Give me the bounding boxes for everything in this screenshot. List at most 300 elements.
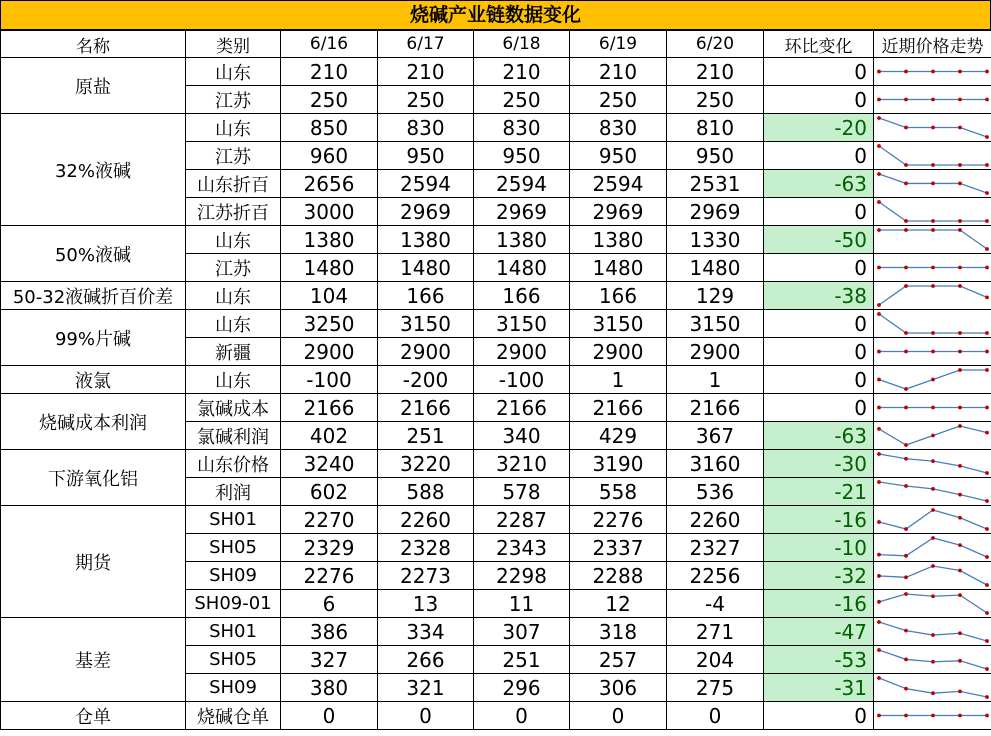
sparkline-point — [985, 368, 989, 372]
trend-cell — [874, 282, 991, 310]
sparkline — [874, 338, 991, 365]
sparkline-point — [877, 600, 881, 604]
sparkline-point — [904, 228, 908, 232]
sparkline-point — [985, 247, 989, 251]
value-cell: 367 — [667, 422, 764, 450]
value-cell: 2531 — [667, 170, 764, 198]
sparkline-point — [904, 527, 908, 531]
value-cell: 0 — [570, 702, 667, 730]
trend-cell — [874, 254, 991, 282]
sparkline-point — [958, 493, 962, 497]
value-cell: 2969 — [570, 198, 667, 226]
value-cell: 2298 — [474, 562, 570, 590]
sparkline-point — [931, 459, 935, 463]
value-cell: 2900 — [281, 338, 378, 366]
value-cell: 6 — [281, 590, 378, 618]
trend-cell — [874, 590, 991, 618]
group-name-cell: 50-32液碱折百价差 — [1, 282, 186, 310]
category-cell: 山东 — [186, 366, 281, 394]
sparkline-point — [931, 266, 935, 270]
value-cell: -100 — [474, 366, 570, 394]
sparkline-point — [958, 593, 962, 597]
sparkline-point — [904, 406, 908, 410]
sparkline-point — [931, 487, 935, 491]
value-cell: 1480 — [667, 254, 764, 282]
trend-cell — [874, 450, 991, 478]
value-cell: 2276 — [570, 506, 667, 534]
sparkline-point — [904, 331, 908, 335]
sparkline-point — [877, 620, 881, 624]
sparkline-point — [904, 284, 908, 288]
value-cell: 536 — [667, 478, 764, 506]
value-cell: 307 — [474, 618, 570, 646]
table-row — [1, 394, 991, 422]
group-name-cell: 期货 — [1, 506, 186, 618]
category-cell: 氯碱利润 — [186, 422, 281, 450]
value-cell: 2343 — [474, 534, 570, 562]
category-cell: SH09 — [186, 674, 281, 702]
sparkline — [874, 534, 991, 561]
trend-cell — [874, 702, 991, 730]
sparkline-point — [958, 424, 962, 428]
trend-cell — [874, 366, 991, 394]
value-cell: 1380 — [378, 226, 474, 254]
value-cell: -100 — [281, 366, 378, 394]
sparkline-point — [877, 303, 881, 307]
category-cell: SH05 — [186, 646, 281, 674]
change-cell: -32 — [764, 562, 874, 590]
change-cell: -30 — [764, 450, 874, 478]
table-row — [1, 58, 991, 86]
sparkline-point — [985, 350, 989, 354]
trend-cell — [874, 198, 991, 226]
value-cell: 2260 — [378, 506, 474, 534]
sparkline-point — [904, 266, 908, 270]
value-cell: 266 — [378, 646, 474, 674]
value-cell: 2166 — [570, 394, 667, 422]
sparkline-point — [985, 611, 989, 615]
trend-cell — [874, 646, 991, 674]
value-cell: 2594 — [570, 170, 667, 198]
sparkline-point — [904, 554, 908, 558]
value-cell: 250 — [474, 86, 570, 114]
value-cell: 380 — [281, 674, 378, 702]
table-body — [1, 58, 991, 730]
value-cell: 129 — [667, 282, 764, 310]
header-name: 名称 — [1, 31, 186, 58]
change-cell: 0 — [764, 142, 874, 170]
value-cell: 2270 — [281, 506, 378, 534]
table-row — [1, 506, 991, 534]
value-cell: 2273 — [378, 562, 474, 590]
value-cell: 2656 — [281, 170, 378, 198]
value-cell: 2594 — [378, 170, 474, 198]
header-date-5: 6/20 — [667, 31, 764, 58]
sparkline-path — [879, 482, 987, 501]
sparkline-point — [904, 70, 908, 74]
value-cell: 3150 — [667, 310, 764, 338]
sparkline-point — [904, 714, 908, 718]
sparkline-point — [931, 163, 935, 167]
value-cell: 3000 — [281, 198, 378, 226]
sparkline-path — [879, 538, 987, 557]
sparkline-point — [877, 200, 881, 204]
category-cell: 山东价格 — [186, 450, 281, 478]
sparkline-point — [931, 406, 935, 410]
sparkline-point — [985, 70, 989, 74]
value-cell: 275 — [667, 674, 764, 702]
sparkline-point — [958, 284, 962, 288]
value-cell: 251 — [378, 422, 474, 450]
sparkline-point — [877, 98, 881, 102]
sparkline-point — [958, 714, 962, 718]
sparkline — [874, 450, 991, 477]
sparkline-path — [879, 286, 987, 305]
sparkline-point — [904, 592, 908, 596]
sparkline — [874, 86, 991, 113]
header-row — [1, 31, 991, 58]
category-cell: 山东折百 — [186, 170, 281, 198]
sparkline-point — [985, 499, 989, 503]
sparkline-point — [904, 443, 908, 447]
value-cell: 296 — [474, 674, 570, 702]
category-cell: 江苏 — [186, 254, 281, 282]
sparkline — [874, 198, 991, 225]
value-cell: 1330 — [667, 226, 764, 254]
sparkline-point — [958, 569, 962, 573]
sparkline-point — [877, 350, 881, 354]
sparkline-point — [958, 219, 962, 223]
value-cell: 1 — [667, 366, 764, 394]
sparkline-point — [985, 639, 989, 643]
value-cell: 3190 — [570, 450, 667, 478]
value-cell: 2256 — [667, 562, 764, 590]
value-cell: 588 — [378, 478, 474, 506]
sparkline-point — [904, 629, 908, 633]
value-cell: 1480 — [570, 254, 667, 282]
sparkline-point — [985, 583, 989, 587]
change-cell: -53 — [764, 646, 874, 674]
change-cell: -47 — [764, 618, 874, 646]
category-cell: 山东 — [186, 282, 281, 310]
trend-cell — [874, 506, 991, 534]
category-cell: 江苏 — [186, 86, 281, 114]
header-category: 类别 — [186, 31, 281, 58]
sparkline-point — [958, 331, 962, 335]
sparkline-point — [985, 695, 989, 699]
sparkline-point — [904, 350, 908, 354]
sparkline — [874, 254, 991, 281]
value-cell: 950 — [667, 142, 764, 170]
sparkline-path — [879, 566, 987, 585]
value-cell: 2287 — [474, 506, 570, 534]
sparkline-point — [985, 219, 989, 223]
change-cell: 0 — [764, 338, 874, 366]
header-date-1: 6/16 — [281, 31, 378, 58]
category-cell: SH01 — [186, 506, 281, 534]
table-row — [1, 366, 991, 394]
category-cell: 江苏 — [186, 142, 281, 170]
trend-cell — [874, 422, 991, 450]
value-cell: 2166 — [281, 394, 378, 422]
value-cell: 250 — [281, 86, 378, 114]
change-cell: -16 — [764, 590, 874, 618]
value-cell: 166 — [474, 282, 570, 310]
sparkline-point — [931, 331, 935, 335]
value-cell: 1480 — [474, 254, 570, 282]
group-name-cell: 50%液碱 — [1, 226, 186, 282]
sparkline — [874, 590, 991, 617]
sparkline-path — [879, 454, 987, 473]
group-name-cell: 32%液碱 — [1, 114, 186, 226]
value-cell: 830 — [570, 114, 667, 142]
value-cell: 1480 — [281, 254, 378, 282]
sparkline-point — [931, 350, 935, 354]
sparkline-point — [877, 228, 881, 232]
trend-cell — [874, 338, 991, 366]
sparkline-path — [879, 202, 987, 221]
value-cell: 2900 — [570, 338, 667, 366]
category-cell: 山东 — [186, 310, 281, 338]
sparkline-point — [877, 266, 881, 270]
category-cell: 利润 — [186, 478, 281, 506]
sparkline-point — [958, 350, 962, 354]
value-cell: 210 — [378, 58, 474, 86]
sparkline-point — [877, 70, 881, 74]
sparkline-point — [931, 228, 935, 232]
trend-cell — [874, 142, 991, 170]
trend-cell — [874, 534, 991, 562]
trend-cell — [874, 394, 991, 422]
value-cell: 2260 — [667, 506, 764, 534]
category-cell: 山东 — [186, 58, 281, 86]
change-cell: -10 — [764, 534, 874, 562]
trend-cell — [874, 58, 991, 86]
value-cell: 960 — [281, 142, 378, 170]
sparkline-point — [904, 457, 908, 461]
value-cell: 578 — [474, 478, 570, 506]
value-cell: 210 — [667, 58, 764, 86]
table-row — [1, 114, 991, 142]
header-date-4: 6/19 — [570, 31, 667, 58]
sparkline-point — [985, 163, 989, 167]
sparkline-point — [985, 714, 989, 718]
value-cell: 251 — [474, 646, 570, 674]
sparkline-point — [958, 516, 962, 520]
sparkline-point — [931, 564, 935, 568]
data-table — [0, 30, 991, 730]
value-cell: 2900 — [378, 338, 474, 366]
value-cell: 3240 — [281, 450, 378, 478]
value-cell: 2288 — [570, 562, 667, 590]
value-cell: 0 — [667, 702, 764, 730]
value-cell: 2166 — [378, 394, 474, 422]
change-cell: -16 — [764, 506, 874, 534]
sparkline-point — [877, 312, 881, 316]
sparkline-point — [958, 70, 962, 74]
value-cell: 2329 — [281, 534, 378, 562]
sparkline — [874, 562, 991, 589]
value-cell: 104 — [281, 282, 378, 310]
value-cell: 210 — [281, 58, 378, 86]
trend-cell — [874, 674, 991, 702]
value-cell: 257 — [570, 646, 667, 674]
sparkline-point — [958, 464, 962, 468]
group-name-cell: 下游氧化铝 — [1, 450, 186, 506]
value-cell: 13 — [378, 590, 474, 618]
value-cell: 830 — [378, 114, 474, 142]
trend-cell — [874, 114, 991, 142]
sparkline-point — [931, 284, 935, 288]
sparkline-point — [985, 296, 989, 300]
value-cell: 3150 — [378, 310, 474, 338]
trend-cell — [874, 478, 991, 506]
change-cell: -21 — [764, 478, 874, 506]
sparkline-point — [931, 691, 935, 695]
value-cell: 0 — [281, 702, 378, 730]
sparkline-point — [904, 126, 908, 130]
sparkline-point — [877, 520, 881, 524]
value-cell: 402 — [281, 422, 378, 450]
trend-cell — [874, 86, 991, 114]
sparkline-point — [904, 163, 908, 167]
sparkline-point — [904, 387, 908, 391]
value-cell: 3210 — [474, 450, 570, 478]
sparkline-point — [931, 98, 935, 102]
value-cell: 2900 — [667, 338, 764, 366]
category-cell: SH01 — [186, 618, 281, 646]
sparkline-point — [985, 191, 989, 195]
sparkline — [874, 394, 991, 421]
trend-cell — [874, 562, 991, 590]
sparkline-point — [985, 471, 989, 475]
sparkline — [874, 226, 991, 253]
sparkline-point — [931, 660, 935, 664]
change-cell: 0 — [764, 58, 874, 86]
trend-cell — [874, 310, 991, 338]
value-cell: 250 — [378, 86, 474, 114]
category-cell: SH09 — [186, 562, 281, 590]
sparkline-point — [958, 126, 962, 130]
change-cell: 0 — [764, 366, 874, 394]
change-cell: 0 — [764, 702, 874, 730]
group-name-cell: 烧碱成本利润 — [1, 394, 186, 450]
value-cell: 12 — [570, 590, 667, 618]
sparkline-point — [877, 553, 881, 557]
sparkline — [874, 674, 991, 701]
change-cell: 0 — [764, 86, 874, 114]
sparkline-point — [904, 98, 908, 102]
value-cell: 3150 — [570, 310, 667, 338]
sparkline — [874, 702, 991, 729]
change-cell: -38 — [764, 282, 874, 310]
sparkline-point — [985, 667, 989, 671]
sparkline-point — [904, 182, 908, 186]
value-cell: 2969 — [378, 198, 474, 226]
value-cell: -200 — [378, 366, 474, 394]
header-date-3: 6/18 — [474, 31, 570, 58]
sparkline-point — [958, 543, 962, 547]
sparkline-point — [958, 163, 962, 167]
value-cell: 2900 — [474, 338, 570, 366]
sparkline-point — [931, 536, 935, 540]
group-name-cell: 99%片碱 — [1, 310, 186, 366]
table-row — [1, 618, 991, 646]
value-cell: 271 — [667, 618, 764, 646]
category-cell: 山东 — [186, 226, 281, 254]
value-cell: 386 — [281, 618, 378, 646]
value-cell: 250 — [570, 86, 667, 114]
group-name-cell: 液氯 — [1, 366, 186, 394]
change-cell: 0 — [764, 394, 874, 422]
value-cell: 1380 — [281, 226, 378, 254]
value-cell: 810 — [667, 114, 764, 142]
table-row — [1, 702, 991, 730]
value-cell: 602 — [281, 478, 378, 506]
group-name-cell: 基差 — [1, 618, 186, 702]
value-cell: 3220 — [378, 450, 474, 478]
sparkline-point — [904, 658, 908, 662]
sparkline-point — [931, 633, 935, 637]
value-cell: 830 — [474, 114, 570, 142]
change-cell: -20 — [764, 114, 874, 142]
change-cell: 0 — [764, 310, 874, 338]
sparkline-path — [879, 146, 987, 165]
value-cell: 2328 — [378, 534, 474, 562]
value-cell: 340 — [474, 422, 570, 450]
table-row — [1, 450, 991, 478]
sparkline-point — [877, 452, 881, 456]
value-cell: 850 — [281, 114, 378, 142]
trend-cell — [874, 170, 991, 198]
value-cell: 3150 — [474, 310, 570, 338]
category-cell: 新疆 — [186, 338, 281, 366]
sparkline — [874, 282, 991, 309]
value-cell: 0 — [474, 702, 570, 730]
value-cell: 1480 — [378, 254, 474, 282]
sparkline-point — [958, 368, 962, 372]
sparkline-point — [931, 219, 935, 223]
value-cell: 1380 — [570, 226, 667, 254]
sparkline — [874, 422, 991, 449]
sparkline-point — [877, 676, 881, 680]
value-cell: 3250 — [281, 310, 378, 338]
sparkline-point — [958, 266, 962, 270]
sparkline-point — [958, 659, 962, 663]
sparkline-point — [877, 144, 881, 148]
sparkline — [874, 58, 991, 85]
value-cell: 950 — [474, 142, 570, 170]
category-cell: SH05 — [186, 534, 281, 562]
change-cell: -50 — [764, 226, 874, 254]
sparkline-point — [877, 648, 881, 652]
sparkline-point — [904, 687, 908, 691]
sparkline-point — [877, 172, 881, 176]
category-cell: 氯碱成本 — [186, 394, 281, 422]
value-cell: -4 — [667, 590, 764, 618]
sparkline-point — [904, 484, 908, 488]
header-change: 环比变化 — [764, 31, 874, 58]
change-cell: -63 — [764, 170, 874, 198]
sparkline — [874, 310, 991, 337]
value-cell: 306 — [570, 674, 667, 702]
value-cell: 558 — [570, 478, 667, 506]
table-row — [1, 226, 991, 254]
data-table-container — [0, 30, 991, 730]
header-trend: 近期价格走势 — [874, 31, 991, 58]
value-cell: 2166 — [474, 394, 570, 422]
trend-cell — [874, 226, 991, 254]
